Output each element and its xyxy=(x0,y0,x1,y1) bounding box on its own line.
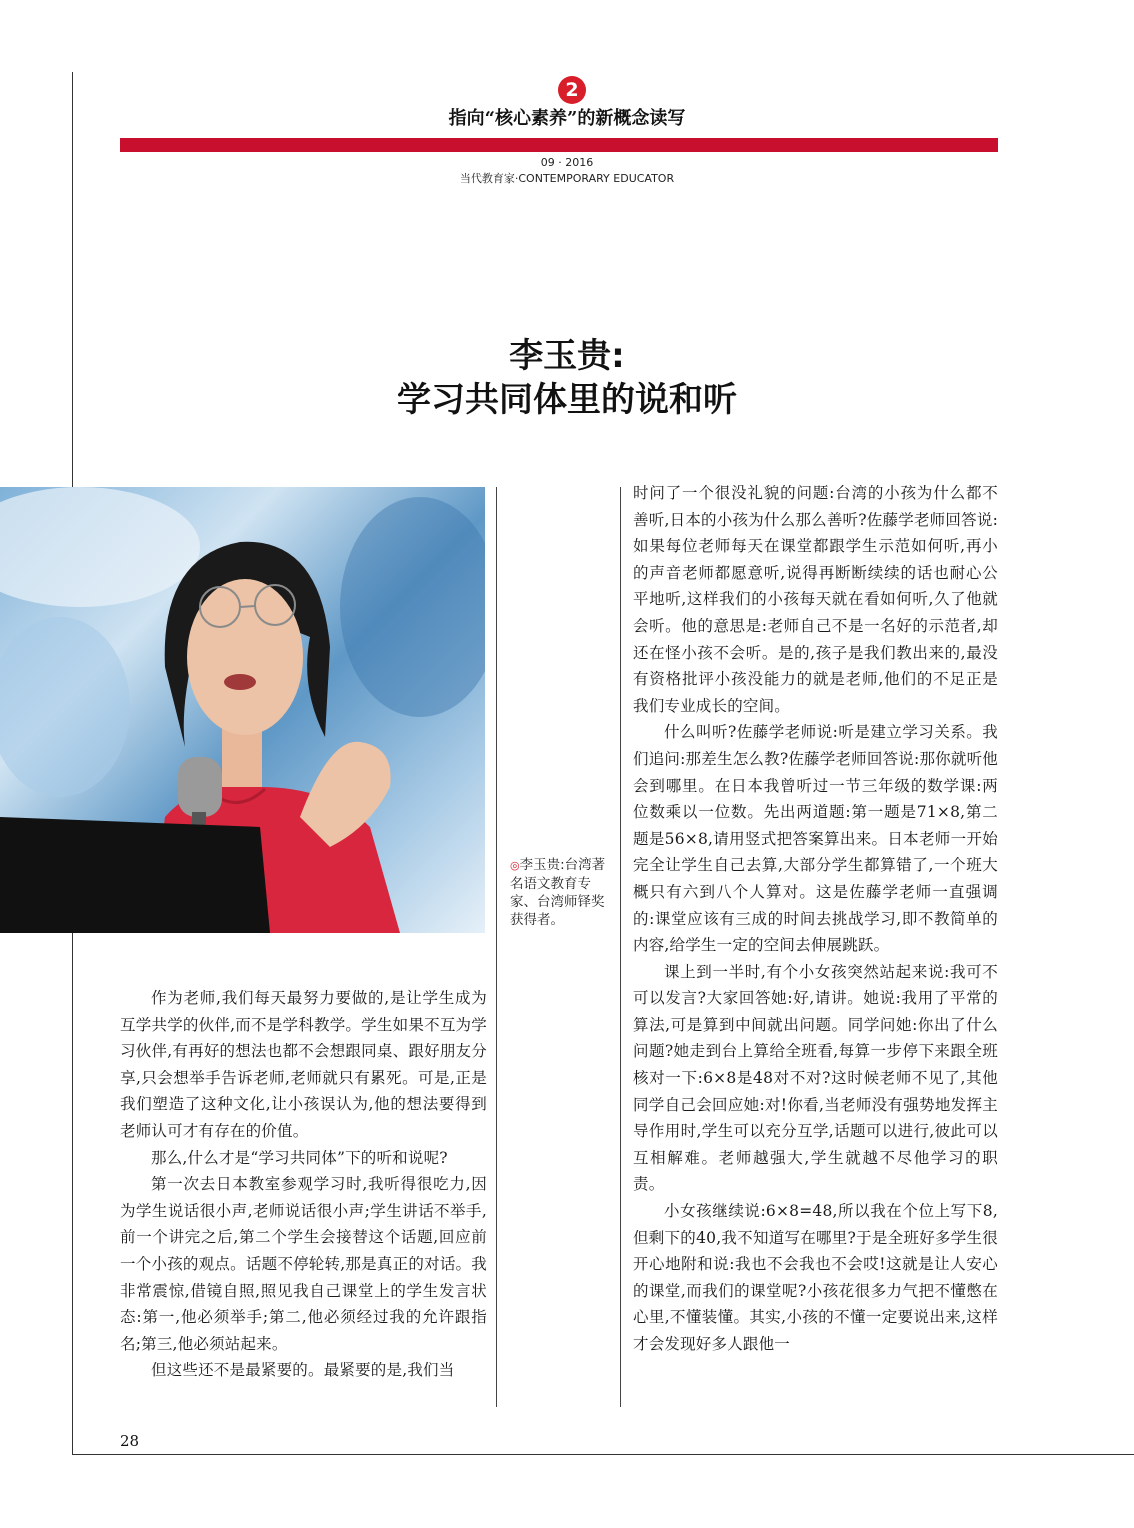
paragraph: 第一次去日本教室参观学习时,我听得很吃力,因为学生说话很小声,老师说话很小声;学生讲话不举手,前一个讲完之后,第二个学生会接替这个话题,回应前一个小孩的观点。话题不停轮转,那是真正的对话。我非常震惊,借镜自照,照见我自己课堂上的学生发言状态:第一,他必须举手;第二,他必须经过我的允许跟指名;第三,他必须站起来。 xyxy=(120,1175,487,1353)
page-number: 28 xyxy=(120,1432,140,1450)
header-red-bar xyxy=(120,138,998,152)
article-right-column xyxy=(633,480,998,1358)
paragraph: 什么叫听?佐藤学老师说:听是建立学习关系。我们追问:那差生怎么教?佐藤学老师回答说:那你就听他会到哪里。在日本我曾听过一节三年级的数学课:两位数乘以一位数。先出两道题:第一题是71×8,第二题是56×8,请用竖式把答案算出来。日本老师一开始完全让学生自己去算,大部分学生都算错了,一个班大概只有六到八个人算对。这是佐藤学老师一直强调的:课堂应该有三成的时间去挑战学习,即不教简单的内容,给学生一定的空间去伸展跳跃。 xyxy=(633,723,998,955)
article-title-line-2: 学习共同体里的说和听 xyxy=(397,380,737,420)
column-divider-rule xyxy=(620,487,621,1407)
bottom-margin-rule xyxy=(72,1454,1134,1455)
photo-caption-text: 李玉贵:台湾著名语文教育专家、台湾师铎奖获得者。 xyxy=(510,857,606,928)
paragraph: 但这些还不是最紧要的。最紧要的是,我们当 xyxy=(151,1361,455,1380)
magazine-name: 当代教育家·CONTEMPORARY EDUCATOR xyxy=(459,172,675,185)
section-title: 指向“核心素养”的新概念读写 xyxy=(448,108,686,129)
section-number-badge: 2 xyxy=(558,76,586,104)
article-title-line-1: 李玉贵: xyxy=(509,336,625,376)
paragraph: 课上到一半时,有个小女孩突然站起来说:我可不可以发言?大家回答她:好,请讲。她说:我用了平常的算法,可是算到中间就出问题。同学问她:你出了什么问题?她走到台上算给全班看,每算一步停下来跟全班核对一下:6×8是48对不对?这时候老师不见了,其他同学自己会回应她:对!你看,当老师没有强势地发挥主导作用时,学生可以充分互学,话题可以进行,彼此可以互相解难。老师越强大,学生就越不尽他学习的职责。 xyxy=(633,962,998,1194)
paragraph: 作为老师,我们每天最努力要做的,是让学生成为互学共学的伙伴,而不是学科教学。学生如果不互为学习伙伴,有再好的想法也都不会想跟同桌、跟好朋友分享,只会想举手告诉老师,老师就只有累死。可是,正是我们塑造了这种文化,让小孩误认为,他的想法要得到老师认可才有存在的价值。 xyxy=(120,989,487,1140)
issue-date: 09 · 2016 xyxy=(540,156,594,169)
portrait-photo xyxy=(0,487,485,933)
paragraph: 小女孩继续说:6×8=48,所以我在个位上写下8,但剩下的40,我不知道写在哪里?于是全班好多学生很开心地附和说:我也不会我也不会哎!这就是让人安心的课堂,而我们的课堂呢?小孩花很多力气把不懂憋在心里,不懂装懂。其实,小孩的不懂一定要说出来,这样才会发现好多人跟他一 xyxy=(633,1202,998,1353)
caption-divider-rule xyxy=(496,487,497,1407)
paragraph: 时问了一个很没礼貌的问题:台湾的小孩为什么都不善听,日本的小孩为什么那么善听?佐藤学老师回答说:如果每位老师每天在课堂都跟学生示范如何听,再小的声音老师都愿意听,说得再断断续续的话也耐心公平地听,这样我们的小孩每天就在看如何听,久了他就会听。他的意思是:老师自己不是一名好的示范者,却还在怪小孩不会听。是的,孩子是我们教出来的,最没有资格批评小孩没能力的就是老师,他们的不足正是我们专业成长的空间。 xyxy=(633,484,998,715)
portrait-illustration xyxy=(0,487,485,933)
article-left-column xyxy=(120,985,487,1384)
photo-caption xyxy=(510,856,610,929)
bullet-circle-icon: ◎ xyxy=(510,859,520,872)
paragraph: 那么,什么才是“学习共同体”下的听和说呢? xyxy=(151,1148,448,1167)
